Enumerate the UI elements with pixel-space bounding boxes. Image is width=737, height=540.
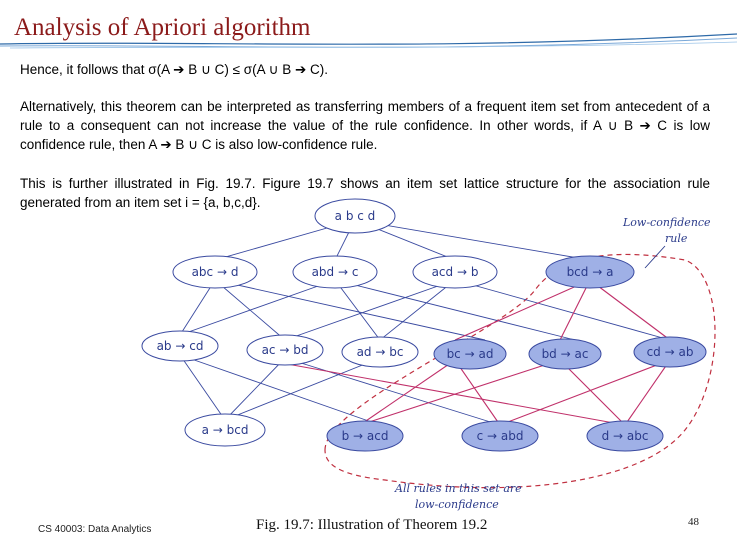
node-cd-ab-label: cd → ab	[646, 345, 694, 359]
node-d-abc-label: d → abc	[601, 429, 649, 443]
node-bc-ad-label: bc → ad	[446, 347, 494, 361]
annotation-all-rules-2: low-confidence	[415, 498, 499, 511]
lattice-edges	[180, 220, 670, 425]
node-a-bcd-label: a → bcd	[201, 423, 249, 437]
node-ab-cd-label: ab → cd	[156, 339, 204, 353]
slide-title: Analysis of Apriori algorithm	[14, 14, 311, 41]
figure-caption: Fig. 19.7: Illustration of Theorem 19.2	[256, 517, 488, 533]
page-number: 48	[688, 516, 699, 528]
paragraph-illustration: This is further illustrated in Fig. 19.7. Figure 19.7 shows an item set lattice structure for the association rule generated from an item set i = {a, b,c,d}.	[20, 176, 710, 210]
paragraph-hence: Hence, it follows that σ(A ➔ B ∪ C) ≤ σ(A ∪ B ➔ C).	[20, 62, 329, 77]
node-abd-c-label: abd → c	[311, 265, 359, 279]
annotation-low-confidence-rule-1: Low-confidence	[623, 216, 711, 229]
footer-course: CS 40003: Data Analytics	[38, 524, 152, 535]
paragraph-alternatively: Alternatively, this theorem can be interpreted as transferring members of a frequent item set from antecedent of a rule to a consequent can not increase the value of the rule confidence. In other words, if A ∪ B ➔ C is low confidence rule, then A ➔ B ∪ C is also low-confidence rule.	[20, 99, 710, 152]
node-acd-b-label: acd → b	[431, 265, 479, 279]
lattice-diagram	[125, 180, 737, 520]
lattice-figure	[125, 180, 737, 520]
annotation-all-rules-1: All rules in this set are	[395, 482, 522, 495]
node-b-acd-label: b → acd	[341, 429, 389, 443]
node-bd-ac-label: bd → ac	[541, 347, 589, 361]
node-c-abd-label: c → abd	[476, 429, 524, 443]
node-abc-d-label: abc → d	[191, 265, 239, 279]
lattice-nodes	[142, 199, 706, 451]
annotation-low-confidence-rule-2: rule	[665, 232, 688, 245]
node-bcd-a-label: bcd → a	[566, 265, 614, 279]
node-ac-bd-label: ac → bd	[261, 343, 309, 357]
low-confidence-region	[325, 254, 715, 487]
node-ad-bc-label: ad → bc	[356, 345, 404, 359]
node-root-label: a b c d	[334, 209, 376, 223]
